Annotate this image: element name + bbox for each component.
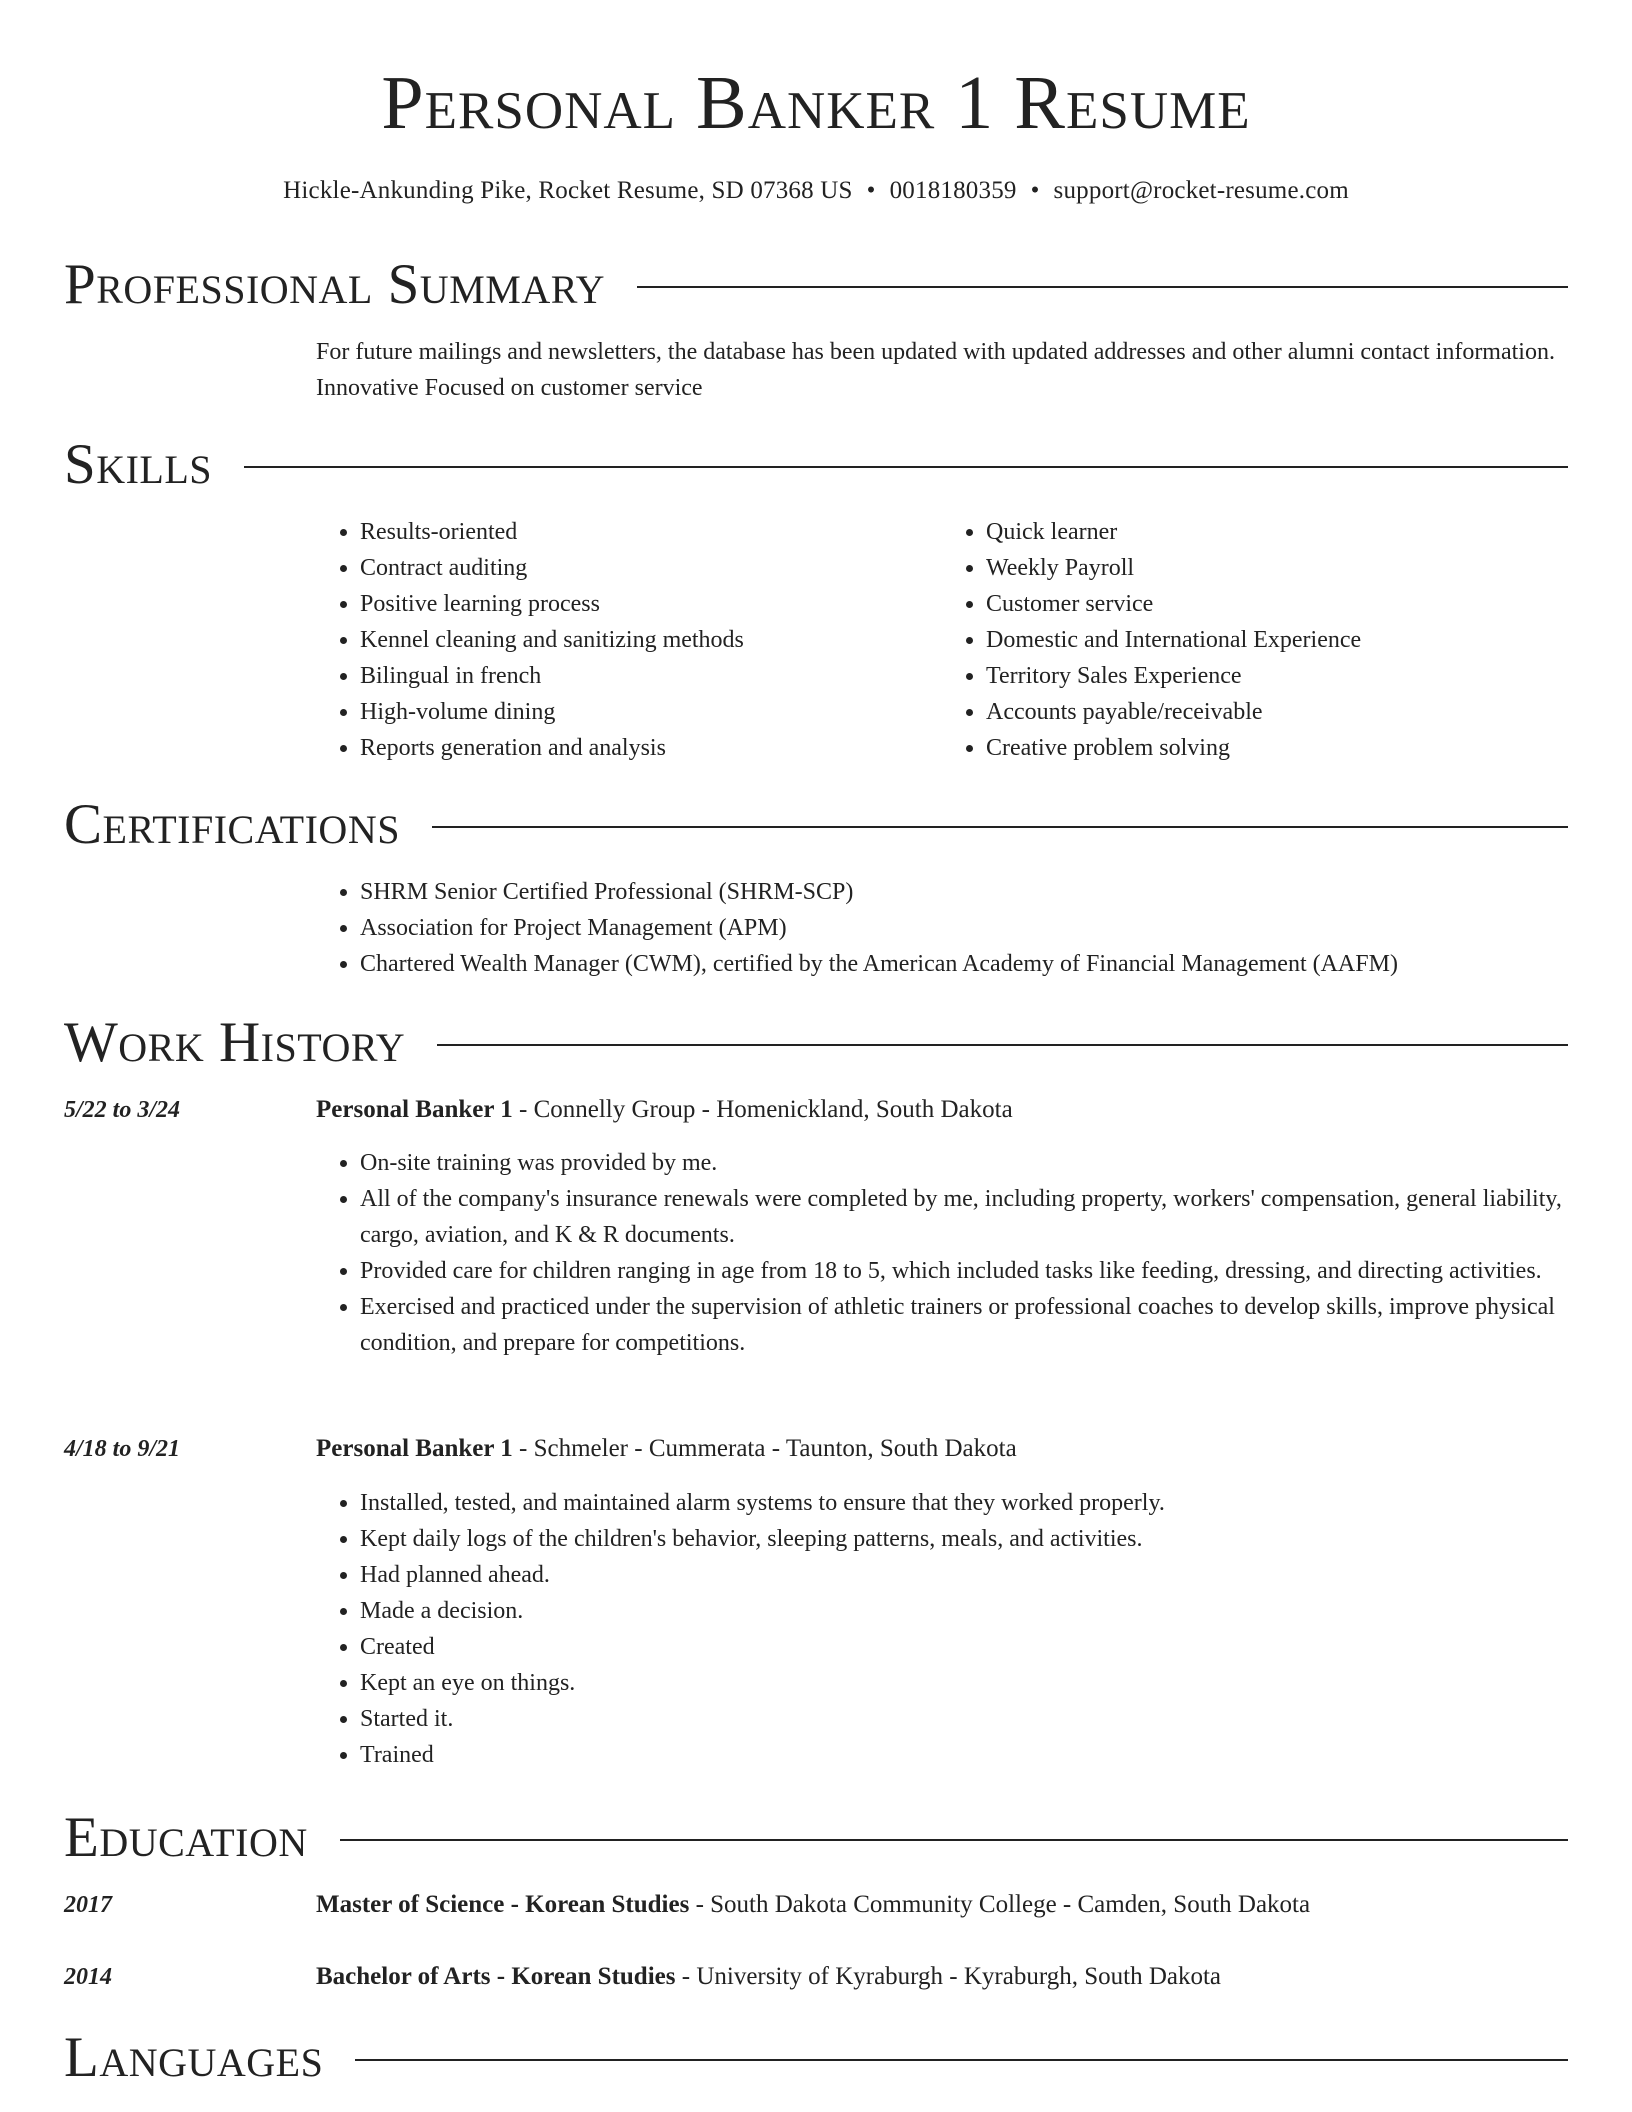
contact-email[interactable]: support@rocket-resume.com (1053, 177, 1349, 204)
skills-list-right (942, 514, 1568, 766)
resume-title: Personal Banker 1 Resume (381, 61, 1251, 145)
list-item: • Kept daily logs of the children's behavior, sleeping patterns, meals, and activities. (360, 1521, 1568, 1557)
summary-heading: Professional Summary (64, 253, 606, 316)
education-entry (316, 1887, 1568, 1923)
contact-line (0, 174, 1632, 208)
list-item: • SHRM Senior Certified Professional (SHRM-SCP) (360, 874, 1568, 910)
list-item: • Weekly Payroll (986, 550, 1568, 586)
job-header (316, 1431, 1568, 1467)
list-item: • Creative problem solving (986, 730, 1568, 766)
contact-separator: • (866, 177, 876, 204)
contact-separator: • (1030, 177, 1040, 204)
list-item: • Had planned ahead. (360, 1557, 1568, 1593)
section-divider (244, 466, 1568, 468)
education-section-header (64, 1806, 1568, 1870)
job-bullets (316, 1145, 1568, 1361)
list-item: • Results-oriented (360, 514, 942, 550)
work-section-header (64, 1011, 1568, 1075)
education-degree: Bachelor of Arts - Korean Studies (316, 1963, 676, 1990)
skills-heading: Skills (64, 433, 213, 496)
contact-phone: 0018180359 (889, 177, 1017, 204)
section-divider (637, 286, 1568, 288)
list-item: • Created (360, 1629, 1568, 1665)
job-details: - Connelly Group - Homenickland, South Dakota (512, 1096, 1013, 1123)
languages-section-header (64, 2026, 1568, 2090)
education-entry (316, 1959, 1568, 1995)
list-item: • Domestic and International Experience (986, 622, 1568, 658)
list-item: • Started it. (360, 1701, 1568, 1737)
education-details: - South Dakota Community College - Camden, South Dakota (689, 1891, 1311, 1918)
list-item: • Reports generation and analysis (360, 730, 942, 766)
education-year: 2017 (64, 1892, 112, 1918)
section-divider (355, 2059, 1568, 2061)
list-item: • Kept an eye on things. (360, 1665, 1568, 1701)
section-divider (340, 1839, 1568, 1841)
list-item: • Bilingual in french (360, 658, 942, 694)
section-divider (432, 826, 1568, 828)
contact-address: Hickle-Ankunding Pike, Rocket Resume, SD 07368 US (283, 177, 853, 204)
education-heading: Education (64, 1806, 308, 1869)
skills-columns (316, 514, 1568, 766)
list-item: • Made a decision. (360, 1593, 1568, 1629)
list-item: • Accounts payable/receivable (986, 694, 1568, 730)
list-item: • Association for Project Management (APM) (360, 910, 1568, 946)
list-item: • Positive learning process (360, 586, 942, 622)
work-heading: Work History (64, 1011, 406, 1074)
list-item: • High-volume dining (360, 694, 942, 730)
certifications-heading: Certifications (64, 793, 400, 856)
list-item: • Contract auditing (360, 550, 942, 586)
skills-list-left (316, 514, 942, 766)
list-item: • On-site training was provided by me. (360, 1145, 1568, 1181)
list-item: • Customer service (986, 586, 1568, 622)
list-item: • Kennel cleaning and sanitizing methods (360, 622, 942, 658)
education-year: 2014 (64, 1964, 112, 1990)
job-header (316, 1092, 1568, 1128)
certifications-section-header (64, 793, 1568, 857)
list-item: • Quick learner (986, 514, 1568, 550)
education-degree: Master of Science - Korean Studies (316, 1891, 690, 1918)
job-title: Personal Banker 1 (316, 1096, 513, 1123)
summary-section-header (64, 253, 1568, 317)
job-title: Personal Banker 1 (316, 1435, 513, 1462)
skills-section-header (64, 433, 1568, 497)
job-bullets (316, 1485, 1568, 1773)
list-item: • Trained (360, 1737, 1568, 1773)
education-details: - University of Kyraburgh - Kyraburgh, South Dakota (675, 1963, 1222, 1990)
section-divider (437, 1044, 1568, 1046)
list-item: • Chartered Wealth Manager (CWM), certified by the American Academy of Financial Management (AAFM) (360, 946, 1568, 982)
list-item: • Territory Sales Experience (986, 658, 1568, 694)
list-item: • All of the company's insurance renewals were completed by me, including property, workers' compensation, general liability, cargo, aviation, and K & R documents. (360, 1181, 1568, 1253)
list-item: • Exercised and practiced under the supervision of athletic trainers or professional coaches to develop skills, improve physical condition, and prepare for competitions. (360, 1289, 1568, 1361)
certifications-list (316, 874, 1568, 982)
summary-text: For future mailings and newsletters, the database has been updated with updated addresses and other alumni contact information. Innovative Focused on customer service (316, 339, 1555, 401)
job-dates: 4/18 to 9/21 (64, 1436, 181, 1462)
languages-heading: Languages (64, 2026, 324, 2089)
list-item: • Provided care for children ranging in age from 18 to 5, which included tasks like feeding, dressing, and directing activities. (360, 1253, 1568, 1289)
job-dates: 5/22 to 3/24 (64, 1097, 181, 1123)
list-item: • Installed, tested, and maintained alarm systems to ensure that they worked properly. (360, 1485, 1568, 1521)
job-details: - Schmeler - Cummerata - Taunton, South Dakota (512, 1435, 1017, 1462)
